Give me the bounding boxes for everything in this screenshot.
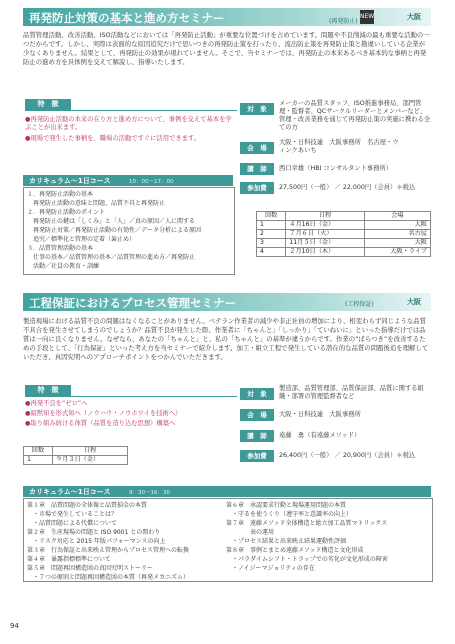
- curriculum-item: 追究／標準化と管理の定着（歯止め）: [27, 236, 136, 243]
- section2-curriculum-heading: カリキュラム～1日コース: [29, 488, 111, 496]
- section1-schedule-table: [256, 211, 431, 257]
- table-row: [257, 248, 431, 257]
- curriculum-item: 仕事の基本／品質管理の基本／品質管理の進め方／再発防止: [27, 254, 196, 261]
- section2-fee-value: 26,400円（一般） ／ 20,900円（会員）＊税込: [279, 452, 416, 459]
- section1-curriculum-heading: カリキュラム～1日コース: [29, 177, 111, 185]
- section2-curriculum-box: [23, 498, 433, 582]
- column-header: 回数: [257, 212, 286, 221]
- table-cell: ２月10日（木）: [286, 248, 365, 257]
- section1-fee-value: 27,500円（一般） ／ 22,000円（会員）＊税込: [279, 184, 416, 191]
- section1-category: (再発防止): [329, 18, 358, 25]
- curriculum-item: ・パラダイムシフト・トラップでの劣化が文化形成の障害: [226, 556, 388, 563]
- section1-target-label: 対 象: [240, 103, 274, 115]
- section1-curriculum-box: [23, 187, 235, 275]
- table-cell: 大阪: [364, 221, 430, 230]
- section2-curriculum-time: 9：30～16：30: [129, 490, 170, 496]
- curriculum-item: １．再発防止活動の基本: [27, 191, 94, 198]
- table-row: [24, 456, 128, 465]
- curriculum-item: 第２章 生産現場の問題と ISO 9001 との関わり: [27, 529, 161, 536]
- table-cell: ７月６日（火）: [286, 230, 365, 239]
- divider: [25, 396, 237, 397]
- section2-target-label: 対 象: [240, 388, 274, 400]
- curriculum-item: 活動／社員の教育・訓練: [27, 263, 100, 270]
- table-cell: 11月５日（金）: [286, 239, 365, 248]
- table-cell: ９月３日（金）: [52, 456, 127, 465]
- curriculum-item: 第６章 承認要求行動と現場運用問題の本質: [226, 502, 347, 509]
- curriculum-item: ・市場で発生していることは？: [27, 511, 118, 518]
- table-cell: 大阪: [364, 239, 430, 248]
- column-header: 回数: [24, 447, 53, 456]
- table-cell: 3: [257, 239, 286, 248]
- section1-curriculum-time: 10：00～17：00: [129, 179, 174, 185]
- curriculum-item: ・プロセス結果と出来映え結果運動性評価: [226, 538, 347, 545]
- section2-feature-2: ●暗黙知を形式知へ（ノウハウ・ノウホワイを技術へ）: [25, 410, 182, 417]
- divider: [25, 110, 237, 111]
- curriculum-item: ・品質問題による代償について: [27, 520, 117, 527]
- section2-intro: 製造現場における品質不良の問題はなくなることがありません。ベテラン作業者の減少や非正社員の増加により、相変わらず同じような品質不具合を発生させてしまうのでしょうか？品質不良が発生した際、作業者に「ちゃんと」「しっかり」「ていねいに」といった指導だけでは品質は一向に良くなりません。なぜなら、あなたの「ちゃんと」と、私の「ちゃんと」の基準が違うからです。作業の“ばらつき”を改善するための手段として、「行為保証」といった考え方を当セミナーで紹介します。加工・組立工程で発生している潜在的な品質の問題後追を理解していただき、真因究明へのアプローチポイントをつかんでいただきます。: [23, 317, 429, 361]
- curriculum-item: 再発防止活動の意味と問題、品質不具と再発防止: [27, 200, 166, 207]
- table-row: [257, 239, 431, 248]
- column-header: 日程: [286, 212, 365, 221]
- section2-lecturer-label: 講 師: [240, 430, 274, 442]
- curriculum-item: ・７つの原則と問題再因構造図の本質（再発メカニズム）: [27, 574, 190, 581]
- section2-feature-1: ●再発不良を“ゼロ”へ: [25, 400, 88, 407]
- table-cell: 4: [257, 248, 286, 257]
- section2-feature-heading: 特 徴: [25, 385, 71, 396]
- curriculum-item: 第８章 事例とまとめ遠藤メソッド構造と文化形成: [226, 547, 364, 554]
- curriculum-item: ・リスク対応と 2015 年版パフォーマンスの向上: [27, 538, 166, 545]
- section1-feature-1: ●再発防止活動の本来の在り方と進め方について、事例を交えて基本を学ぶことが出来ます。: [25, 116, 232, 131]
- section1-city: 大阪: [407, 13, 421, 21]
- curriculum-item: 第５章 問題再因構造図の真因究明ストーリー: [27, 565, 154, 572]
- section2-venue-value: 大阪・日科技連 大阪事務所: [279, 411, 361, 418]
- new-badge: NEW: [360, 10, 374, 24]
- section2-title: 工程保証におけるプロセス管理セミナー: [29, 296, 236, 310]
- curriculum-item: 第７章 遠藤メソッド全体構造と総立加工品質マトリックス: [226, 520, 388, 527]
- table-cell: 1: [24, 456, 53, 465]
- section1-title: 再発防止対策の基本と進め方セミナー: [29, 11, 225, 25]
- table-cell: 2: [257, 230, 286, 239]
- section1-venue-value: 大阪・日科技連 大阪事務所 名古屋・ウィンクあいち: [279, 139, 399, 154]
- curriculum-item: ２．再発防止活動のポイント: [27, 209, 106, 216]
- section2-category: (工程保証): [345, 301, 374, 308]
- section1-feature-2: ●現場で発生した事柄を、職場の活動ですぐに活用できます。: [25, 135, 201, 142]
- section1-fee-label: 参加費: [240, 182, 274, 194]
- section1-feature-heading: 特 徴: [25, 99, 71, 110]
- section2-fee-label: 参加費: [240, 450, 274, 462]
- column-header: 日程: [52, 447, 127, 456]
- section2-city: 大阪: [407, 298, 421, 306]
- section1-curriculum-bar: [23, 175, 233, 186]
- table-header-row: [24, 447, 128, 456]
- page-number: 94: [10, 622, 19, 630]
- section1-intro: 品質管理活動、改善活動、ISO活動などにおいては「再発防止活動」が重要な位置づけを占めています。問題や不良削減の最も重要な活動の一つだからです。しかし、実際は表面的な原因追究だけで思いつきの再発防止策を打ったり、流出防止策を再発防止策と勘違いしている企業が少なくありません。結果として、再発防止の効果が現れていません。そこで、当セミナーでは、再発防止の本来あるべき基本的な事柄と再発防止の進め方を具体例を交えて解説し、指導いたします。: [23, 31, 430, 66]
- curriculum-item: 第４章 暴露指標標準について: [27, 556, 111, 563]
- curriculum-item: 表の運用: [226, 529, 275, 536]
- table-cell: 名古屋: [364, 230, 430, 239]
- curriculum-item: 再発防止の鍵は「しくみ」と「人」／真の原因／人に関する: [27, 218, 196, 225]
- table-cell: 1: [257, 221, 286, 230]
- curriculum-item: 第１章 品質問題の全体像と品質損金の本質: [27, 502, 148, 509]
- table-header-row: [257, 212, 431, 221]
- table-cell: ４月16日（金）: [286, 221, 365, 230]
- section2-lecturer-value: 遠藤 勇（有遠藤メソッド）: [279, 432, 361, 439]
- table-cell: 大阪・ライブ: [364, 248, 430, 257]
- section2-curriculum-bar: [23, 486, 431, 497]
- section2-venue-label: 会 場: [240, 409, 274, 421]
- table-row: [257, 221, 431, 230]
- section1-target-value: メーカーの品質スタッフ、ISO推進事務局、部門管理・監督者、QCサークルリーダーとメンバーなど、管理・改善業務を通じて再発防止策の実施に携わる全ての方: [279, 100, 431, 131]
- section2-title-bar: [23, 293, 431, 311]
- section1-venue-label: 会 場: [240, 142, 274, 154]
- curriculum-item: ・ノイジーマジョリティの存在: [226, 565, 315, 572]
- curriculum-item: ３．品質管理活動の基本: [27, 245, 94, 252]
- section2-target-value: 製造部、品質管理部、品質保証部、品質に関する組織・部署の管理監督者など: [279, 385, 424, 400]
- section2-schedule-table: [23, 446, 128, 465]
- table-row: [257, 230, 431, 239]
- column-header: 会場: [364, 212, 430, 221]
- section1-lecturer-label: 講 師: [240, 163, 274, 175]
- section2-feature-3: ●取り組み続ける体質（品質を造り込む思想）構築へ: [25, 420, 176, 427]
- section1-lecturer-value: 西口幸雄（HBI コンサルタント事務所）: [279, 165, 393, 172]
- curriculum-item: 第３章 行為保証と出来映え管理からプロセス管理への転換: [27, 547, 190, 554]
- curriculum-item: ・守るを使うくり（遵守率と意識率の向上）: [226, 511, 353, 518]
- curriculum-item: 再発防止対策／再発防止活動の有効性／データ分析による原因: [27, 227, 202, 234]
- section1-title-bar: [23, 8, 431, 26]
